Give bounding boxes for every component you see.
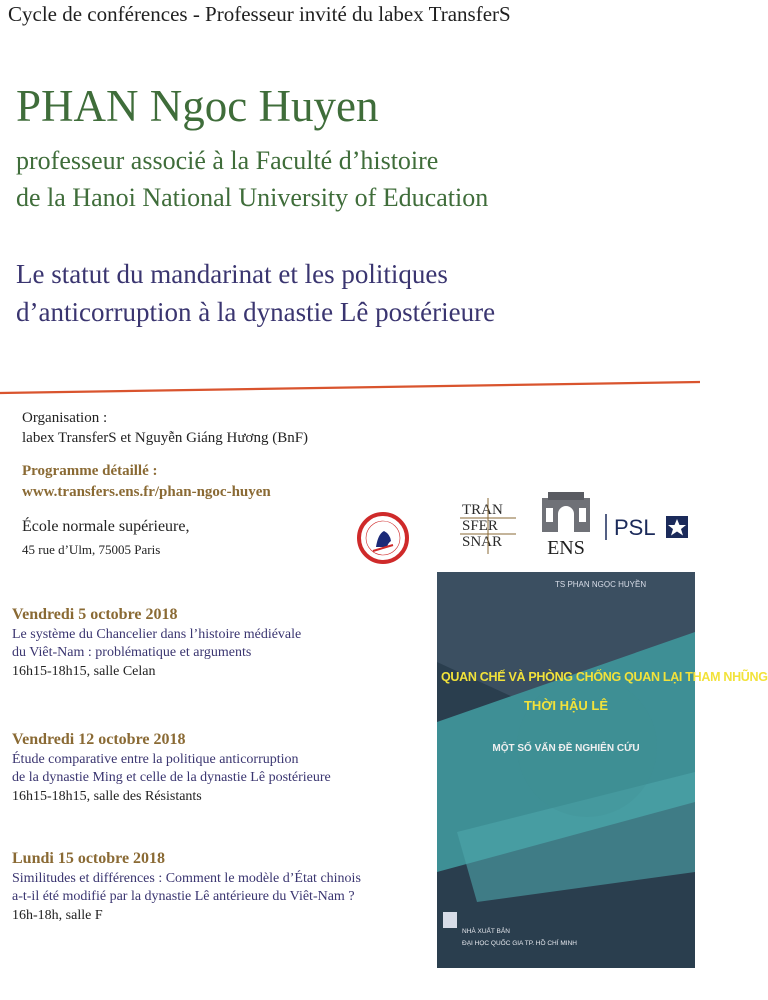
psl-text: PSL: [614, 515, 656, 540]
book-author: TS PHAN NGỌC HUYỀN: [555, 580, 647, 589]
venue-name: École normale supérieure,: [22, 518, 190, 535]
organisation-value: labex TransferS et Nguyễn Giáng Hương (BnF): [22, 430, 309, 446]
investir-avenir-logo: [356, 511, 410, 565]
ens-logo: [538, 492, 594, 561]
session-title-line-2: de la dynastie Ming et celle de la dynastie Lê postérieure: [12, 770, 331, 785]
publisher-mark-icon: [443, 912, 457, 928]
book-publisher-line-2: ĐẠI HỌC QUỐC GIA TP. HỒ CHÍ MINH: [462, 940, 577, 947]
session-time: 16h15-18h15, salle Celan: [12, 664, 156, 679]
organisation-label: Organisation :: [22, 410, 108, 426]
series-heading: Cycle de conférences - Professeur invité du labex TransferS: [8, 2, 511, 26]
speaker-affiliation: [16, 142, 488, 216]
session-date: Vendredi 12 octobre 2018: [12, 731, 186, 748]
programme-label: Programme détaillé :: [22, 463, 158, 479]
affiliation-line-1: professeur associé à la Faculté d’histoire: [16, 146, 439, 175]
session-title-line-1: Étude comparative entre la politique anticorruption: [12, 752, 299, 767]
session-title-line-1: Similitudes et différences : Comment le modèle d’État chinois: [12, 871, 361, 886]
psl-logo: [604, 510, 694, 549]
programme-link[interactable]: www.transfers.ens.fr/phan-ngoc-huyen: [22, 484, 271, 500]
talk-title: [16, 255, 495, 331]
svg-text:TRAN: TRAN: [462, 502, 503, 518]
affiliation-line-2: de la Hanoi National University of Education: [16, 183, 489, 212]
talk-title-line-2: d’anticorruption à la dynastie Lê postérieure: [16, 297, 496, 327]
session-time: 16h15-18h15, salle des Résistants: [12, 789, 202, 804]
session-2: [12, 731, 331, 805]
speaker-name: PHAN Ngoc Huyen: [16, 81, 379, 131]
book-publisher-line-1: NHÀ XUẤT BẢN: [462, 928, 510, 935]
book-cover-image: [437, 572, 768, 968]
session-date: Lundi 15 octobre 2018: [12, 850, 166, 867]
session-date: Vendredi 5 octobre 2018: [12, 606, 178, 623]
svg-text:SNAR: SNAR: [462, 534, 503, 550]
divider-rule: [0, 376, 700, 396]
talk-title-line-1: Le statut du mandarinat et les politiques: [16, 259, 448, 289]
book-title-line-2: THỜI HẬU LÊ: [523, 698, 609, 713]
session-title-line-2: du Viêt-Nam : problématique et arguments: [12, 645, 252, 660]
session-3: [12, 850, 361, 924]
venue-address: 45 rue d’Ulm, 75005 Paris: [22, 542, 161, 557]
svg-text:SFER: SFER: [462, 518, 498, 534]
session-title-line-1: Le système du Chancelier dans l’histoire médiévale: [12, 627, 302, 642]
ens-building-icon: [538, 492, 594, 559]
ens-text: ENS: [547, 537, 585, 559]
session-1: [12, 606, 301, 680]
session-title-line-2: a-t-il été modifié par la dynastie Lê antérieure du Viêt-Nam ?: [12, 889, 355, 904]
transfers-logo: [458, 496, 518, 556]
book-title-line-1: QUAN CHẾ VÀ PHÒNG CHỐNG QUAN LẠI THAM NHŨNG: [441, 670, 768, 684]
session-time: 16h-18h, salle F: [12, 908, 103, 923]
book-subtitle: MỘT SỐ VẤN ĐỀ NGHIÊN CỨU: [492, 743, 640, 754]
